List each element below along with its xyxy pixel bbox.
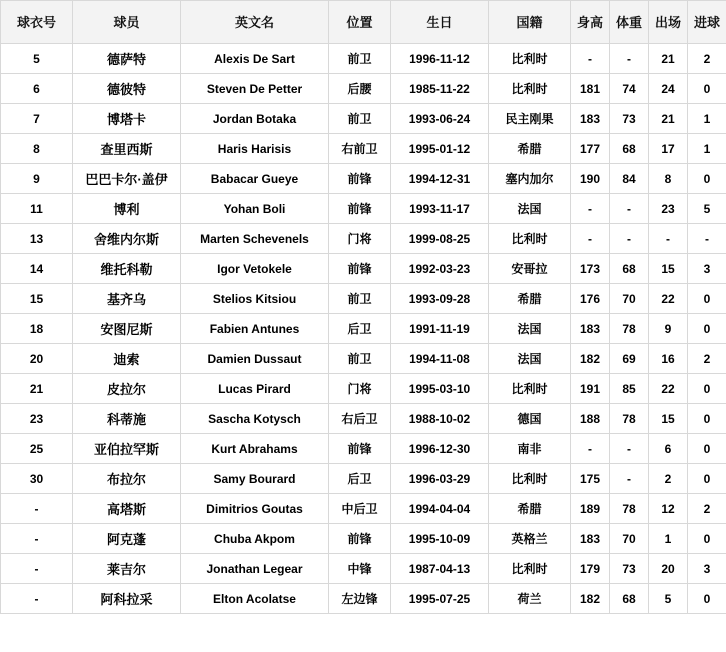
cell-appearances: 8: [649, 164, 688, 194]
cell-goals: 3: [688, 254, 726, 284]
cell-nationality: 英格兰: [489, 524, 571, 554]
cell-goals: 2: [688, 344, 726, 374]
cell-nationality: 比利时: [489, 44, 571, 74]
cell-weight: 68: [610, 134, 649, 164]
column-header-position: [329, 1, 391, 44]
cell-goals: 0: [688, 74, 726, 104]
cell-position: 中后卫: [329, 494, 391, 524]
cell-nationality: 比利时: [489, 554, 571, 584]
table-row: [1, 554, 726, 584]
table-header-row: [1, 1, 726, 44]
table-row: [1, 104, 726, 134]
cell-number: 14: [1, 254, 73, 284]
cell-birthday: 1991-11-19: [391, 314, 489, 344]
cell-name-cn: 阿克蓬: [73, 524, 181, 554]
table-row: [1, 284, 726, 314]
cell-height: 182: [571, 344, 610, 374]
cell-weight: 69: [610, 344, 649, 374]
cell-number: 18: [1, 314, 73, 344]
cell-weight: 68: [610, 254, 649, 284]
cell-name-en: Yohan Boli: [181, 194, 329, 224]
cell-goals: 0: [688, 524, 726, 554]
table-row: [1, 494, 726, 524]
cell-name-cn: 德彼特: [73, 74, 181, 104]
cell-weight: 85: [610, 374, 649, 404]
cell-birthday: 1993-06-24: [391, 104, 489, 134]
cell-name-en: Lucas Pirard: [181, 374, 329, 404]
cell-name-cn: 维托科勒: [73, 254, 181, 284]
column-header-number: [1, 1, 73, 44]
column-header-appearances-label: 出场: [654, 14, 681, 30]
cell-goals: 0: [688, 164, 726, 194]
table-header: [1, 1, 726, 44]
cell-weight: 73: [610, 554, 649, 584]
cell-position: 前锋: [329, 194, 391, 224]
column-header-birthday-label: 生日: [426, 14, 453, 30]
cell-position: 左边锋: [329, 584, 391, 614]
cell-name-cn: 博塔卡: [73, 104, 181, 134]
cell-appearances: 6: [649, 434, 688, 464]
cell-weight: -: [610, 224, 649, 254]
cell-goals: 0: [688, 464, 726, 494]
cell-goals: 3: [688, 554, 726, 584]
cell-birthday: 1995-03-10: [391, 374, 489, 404]
cell-height: 182: [571, 584, 610, 614]
column-header-birthday: [391, 1, 489, 44]
cell-number: 6: [1, 74, 73, 104]
cell-position: 门将: [329, 224, 391, 254]
cell-birthday: 1996-03-29: [391, 464, 489, 494]
cell-number: 11: [1, 194, 73, 224]
cell-name-en: Samy Bourard: [181, 464, 329, 494]
cell-birthday: 1994-12-31: [391, 164, 489, 194]
cell-name-en: Elton Acolatse: [181, 584, 329, 614]
cell-birthday: 1994-11-08: [391, 344, 489, 374]
cell-height: -: [571, 224, 610, 254]
cell-number: 15: [1, 284, 73, 314]
cell-name-en: Jonathan Legear: [181, 554, 329, 584]
cell-name-en: Babacar Gueye: [181, 164, 329, 194]
cell-name-en: Alexis De Sart: [181, 44, 329, 74]
table-row: [1, 194, 726, 224]
cell-nationality: 希腊: [489, 134, 571, 164]
table-row: [1, 374, 726, 404]
cell-number: 20: [1, 344, 73, 374]
cell-appearances: 9: [649, 314, 688, 344]
table-row: [1, 134, 726, 164]
table-row: [1, 524, 726, 554]
cell-nationality: 南非: [489, 434, 571, 464]
cell-nationality: 比利时: [489, 74, 571, 104]
cell-goals: 0: [688, 434, 726, 464]
cell-position: 右后卫: [329, 404, 391, 434]
cell-weight: 73: [610, 104, 649, 134]
cell-position: 后卫: [329, 464, 391, 494]
cell-birthday: 1987-04-13: [391, 554, 489, 584]
cell-nationality: 德国: [489, 404, 571, 434]
cell-nationality: 比利时: [489, 224, 571, 254]
cell-goals: 2: [688, 44, 726, 74]
cell-appearances: 12: [649, 494, 688, 524]
cell-height: 183: [571, 314, 610, 344]
column-header-name-en-label: 英文名: [234, 14, 274, 30]
cell-appearances: 15: [649, 404, 688, 434]
cell-name-en: Fabien Antunes: [181, 314, 329, 344]
cell-name-cn: 高塔斯: [73, 494, 181, 524]
cell-number: -: [1, 494, 73, 524]
cell-name-en: Marten Schevenels: [181, 224, 329, 254]
cell-appearances: 23: [649, 194, 688, 224]
cell-weight: 78: [610, 494, 649, 524]
cell-position: 前锋: [329, 164, 391, 194]
column-header-weight: [610, 1, 649, 44]
cell-birthday: 1993-09-28: [391, 284, 489, 314]
cell-number: 8: [1, 134, 73, 164]
cell-birthday: 1999-08-25: [391, 224, 489, 254]
cell-name-cn: 迪索: [73, 344, 181, 374]
cell-height: 176: [571, 284, 610, 314]
cell-height: 179: [571, 554, 610, 584]
cell-position: 前锋: [329, 524, 391, 554]
cell-name-cn: 亚伯拉罕斯: [73, 434, 181, 464]
cell-name-en: Steven De Petter: [181, 74, 329, 104]
cell-appearances: 20: [649, 554, 688, 584]
cell-nationality: 民主刚果: [489, 104, 571, 134]
cell-goals: 0: [688, 584, 726, 614]
cell-name-en: Damien Dussaut: [181, 344, 329, 374]
cell-height: 183: [571, 104, 610, 134]
cell-height: 181: [571, 74, 610, 104]
cell-weight: -: [610, 464, 649, 494]
cell-name-cn: 阿科拉采: [73, 584, 181, 614]
column-header-height: [571, 1, 610, 44]
cell-name-cn: 德萨特: [73, 44, 181, 74]
cell-name-en: Chuba Akpom: [181, 524, 329, 554]
cell-birthday: 1995-01-12: [391, 134, 489, 164]
cell-height: 183: [571, 524, 610, 554]
cell-position: 右前卫: [329, 134, 391, 164]
table-body: [1, 44, 726, 614]
cell-appearances: 17: [649, 134, 688, 164]
table-row: [1, 464, 726, 494]
cell-height: -: [571, 44, 610, 74]
cell-appearances: 24: [649, 74, 688, 104]
cell-birthday: 1985-11-22: [391, 74, 489, 104]
cell-name-en: Jordan Botaka: [181, 104, 329, 134]
cell-nationality: 法国: [489, 344, 571, 374]
cell-nationality: 法国: [489, 194, 571, 224]
cell-appearances: 1: [649, 524, 688, 554]
cell-name-cn: 舍维内尔斯: [73, 224, 181, 254]
cell-nationality: 比利时: [489, 374, 571, 404]
cell-appearances: 21: [649, 104, 688, 134]
cell-goals: -: [688, 224, 726, 254]
table-row: [1, 74, 726, 104]
table-row: [1, 164, 726, 194]
cell-position: 后腰: [329, 74, 391, 104]
cell-height: 177: [571, 134, 610, 164]
cell-nationality: 荷兰: [489, 584, 571, 614]
cell-appearances: -: [649, 224, 688, 254]
cell-weight: 68: [610, 584, 649, 614]
cell-number: 9: [1, 164, 73, 194]
cell-nationality: 比利时: [489, 464, 571, 494]
cell-number: 7: [1, 104, 73, 134]
cell-position: 前卫: [329, 344, 391, 374]
cell-weight: 74: [610, 74, 649, 104]
cell-number: 30: [1, 464, 73, 494]
cell-height: -: [571, 434, 610, 464]
cell-name-cn: 基齐乌: [73, 284, 181, 314]
cell-weight: 84: [610, 164, 649, 194]
table-row: [1, 434, 726, 464]
table-row: [1, 314, 726, 344]
cell-weight: -: [610, 434, 649, 464]
cell-height: 188: [571, 404, 610, 434]
cell-height: 190: [571, 164, 610, 194]
cell-nationality: 希腊: [489, 284, 571, 314]
cell-number: -: [1, 584, 73, 614]
cell-goals: 1: [688, 134, 726, 164]
table-row: [1, 584, 726, 614]
cell-appearances: 22: [649, 284, 688, 314]
cell-position: 前卫: [329, 284, 391, 314]
cell-height: 191: [571, 374, 610, 404]
cell-position: 前锋: [329, 254, 391, 284]
column-header-height-label: 身高: [576, 14, 603, 30]
table-row: [1, 254, 726, 284]
cell-appearances: 2: [649, 464, 688, 494]
cell-goals: 1: [688, 104, 726, 134]
cell-birthday: 1994-04-04: [391, 494, 489, 524]
cell-birthday: 1988-10-02: [391, 404, 489, 434]
column-header-number-label: 球衣号: [16, 14, 56, 30]
cell-weight: -: [610, 194, 649, 224]
cell-name-cn: 巴巴卡尔·盖伊: [73, 164, 181, 194]
cell-appearances: 15: [649, 254, 688, 284]
cell-position: 后卫: [329, 314, 391, 344]
cell-weight: 70: [610, 524, 649, 554]
cell-number: -: [1, 524, 73, 554]
cell-name-cn: 博利: [73, 194, 181, 224]
cell-number: 25: [1, 434, 73, 464]
cell-name-en: Haris Harisis: [181, 134, 329, 164]
column-header-weight-label: 体重: [615, 14, 642, 30]
cell-birthday: 1996-12-30: [391, 434, 489, 464]
column-header-nationality-label: 国籍: [516, 14, 543, 30]
cell-appearances: 5: [649, 584, 688, 614]
column-header-goals-label: 进球: [693, 14, 720, 30]
cell-number: 23: [1, 404, 73, 434]
column-header-goals: [688, 1, 726, 44]
cell-weight: 70: [610, 284, 649, 314]
cell-number: -: [1, 554, 73, 584]
cell-name-en: Igor Vetokele: [181, 254, 329, 284]
cell-birthday: 1996-11-12: [391, 44, 489, 74]
table-row: [1, 344, 726, 374]
cell-nationality: 安哥拉: [489, 254, 571, 284]
cell-birthday: 1993-11-17: [391, 194, 489, 224]
table-row: [1, 224, 726, 254]
cell-appearances: 16: [649, 344, 688, 374]
cell-number: 13: [1, 224, 73, 254]
cell-appearances: 22: [649, 374, 688, 404]
cell-nationality: 法国: [489, 314, 571, 344]
cell-name-cn: 安图尼斯: [73, 314, 181, 344]
cell-goals: 0: [688, 404, 726, 434]
cell-number: 21: [1, 374, 73, 404]
cell-position: 前卫: [329, 44, 391, 74]
cell-weight: -: [610, 44, 649, 74]
cell-name-cn: 布拉尔: [73, 464, 181, 494]
column-header-name-cn: [73, 1, 181, 44]
table-row: [1, 44, 726, 74]
column-header-appearances: [649, 1, 688, 44]
cell-position: 门将: [329, 374, 391, 404]
column-header-position-label: 位置: [346, 14, 373, 30]
cell-height: -: [571, 194, 610, 224]
cell-goals: 2: [688, 494, 726, 524]
cell-weight: 78: [610, 314, 649, 344]
cell-goals: 0: [688, 374, 726, 404]
cell-name-cn: 查里西斯: [73, 134, 181, 164]
column-header-name-cn-label: 球员: [113, 14, 140, 30]
cell-appearances: 21: [649, 44, 688, 74]
column-header-nationality: [489, 1, 571, 44]
cell-goals: 5: [688, 194, 726, 224]
cell-nationality: 塞内加尔: [489, 164, 571, 194]
cell-weight: 78: [610, 404, 649, 434]
cell-nationality: 希腊: [489, 494, 571, 524]
cell-name-en: Kurt Abrahams: [181, 434, 329, 464]
cell-birthday: 1995-07-25: [391, 584, 489, 614]
table-row: [1, 404, 726, 434]
column-header-name-en: [181, 1, 329, 44]
cell-goals: 0: [688, 284, 726, 314]
cell-position: 前卫: [329, 104, 391, 134]
cell-name-en: Stelios Kitsiou: [181, 284, 329, 314]
cell-birthday: 1995-10-09: [391, 524, 489, 554]
cell-name-en: Sascha Kotysch: [181, 404, 329, 434]
cell-name-cn: 科蒂施: [73, 404, 181, 434]
cell-goals: 0: [688, 314, 726, 344]
cell-height: 189: [571, 494, 610, 524]
cell-name-cn: 皮拉尔: [73, 374, 181, 404]
cell-birthday: 1992-03-23: [391, 254, 489, 284]
cell-number: 5: [1, 44, 73, 74]
cell-position: 中锋: [329, 554, 391, 584]
cell-height: 173: [571, 254, 610, 284]
cell-name-cn: 莱吉尔: [73, 554, 181, 584]
cell-height: 175: [571, 464, 610, 494]
cell-name-en: Dimitrios Goutas: [181, 494, 329, 524]
cell-position: 前锋: [329, 434, 391, 464]
